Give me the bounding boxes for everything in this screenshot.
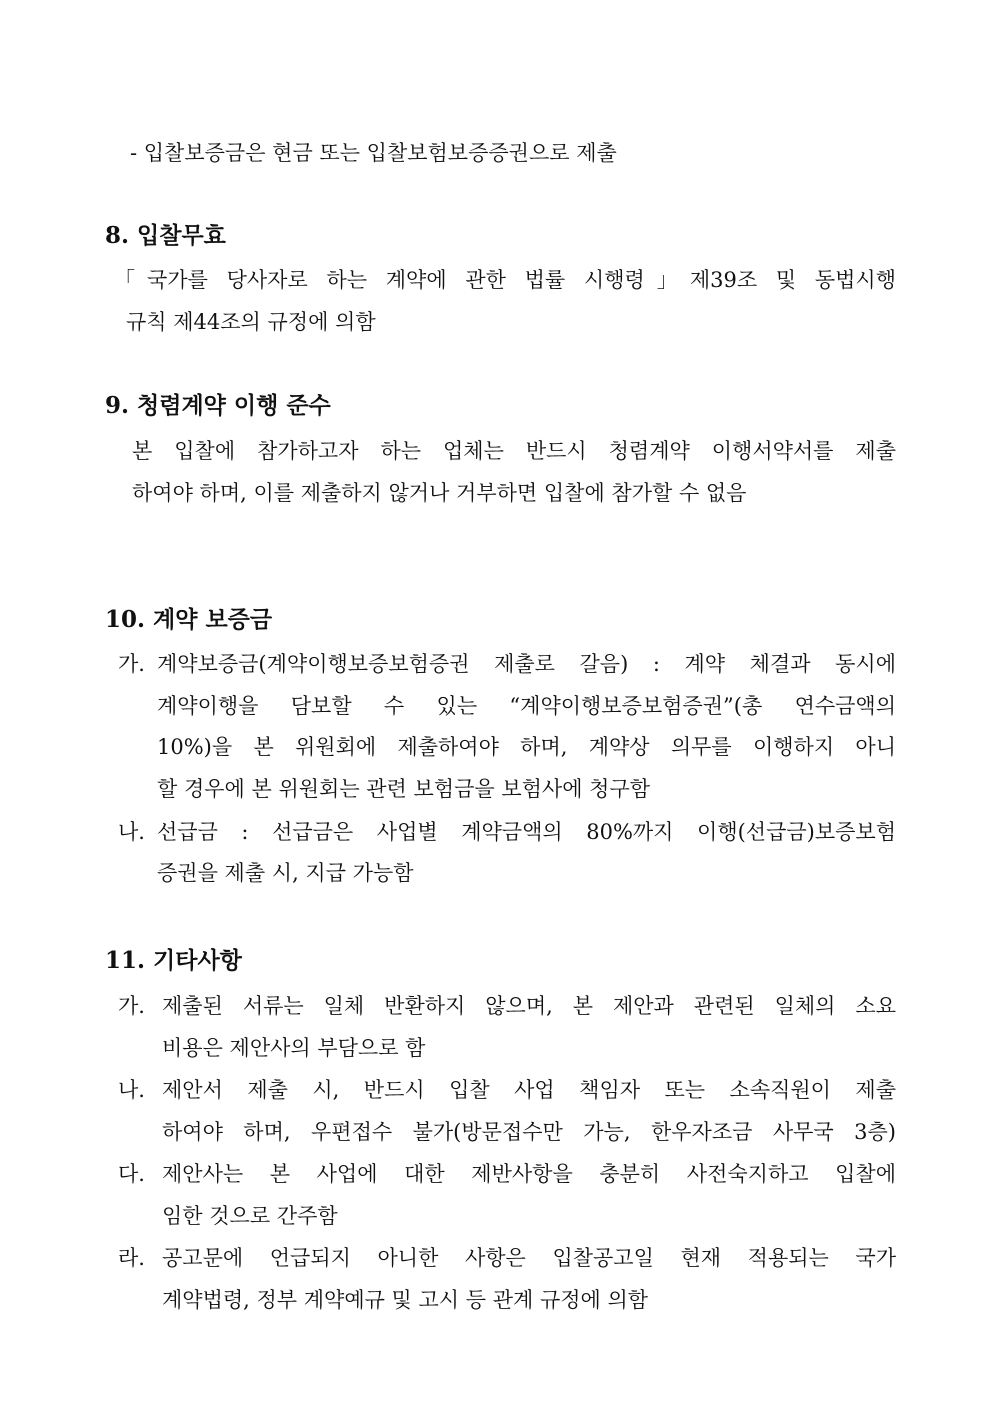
section-8-title: 8. 입찰무효	[105, 222, 226, 249]
section-9-line-1: 본 입찰에 참가하고자 하는 업체는 반드시 청렴계약 이행서약서를 제출	[132, 439, 896, 463]
section-11-item-marker: 나.	[118, 1078, 145, 1102]
section-10-item-line: 계약보증금(계약이행보증보험증권 제출로 갈음) : 계약 체결과 동시에	[157, 652, 896, 676]
section-11-item-line: 비용은 제안사의 부담으로 함	[162, 1036, 426, 1060]
section-9-title: 9. 청렴계약 이행 준수	[105, 392, 331, 419]
section-10-item-line: 계약이행을 담보할 수 있는 “계약이행보증보험증권”(총 연수금액의	[157, 694, 896, 718]
section-10-item-line: 증권을 제출 시, 지급 가능함	[157, 861, 414, 885]
section-9-line-2: 하여야 하며, 이를 제출하지 않거나 거부하면 입찰에 참가할 수 없음	[132, 481, 747, 505]
section-10-item-line: 할 경우에 본 위원회는 관련 보험금을 보험사에 청구함	[157, 777, 651, 801]
section-10-item-marker: 나.	[118, 820, 145, 844]
section-10-title: 10. 계약 보증금	[105, 606, 273, 633]
section-11-item-line: 제출된 서류는 일체 반환하지 않으며, 본 제안과 관련된 일체의 소요	[162, 994, 896, 1018]
section-11-item-line: 공고문에 언급되지 아니한 사항은 입찰공고일 현재 적용되는 국가	[162, 1246, 896, 1270]
section-11-item-marker: 라.	[118, 1246, 145, 1270]
section-11-title: 11. 기타사항	[105, 947, 242, 974]
section-11-item-marker: 가.	[118, 994, 145, 1018]
bid-deposit-note: - 입찰보증금은 현금 또는 입찰보험보증증권으로 제출	[130, 141, 617, 165]
section-8-line-2: 규칙 제44조의 규정에 의함	[126, 310, 376, 334]
section-11-item-line: 계약법령, 정부 계약예규 및 고시 등 관계 규정에 의함	[162, 1288, 649, 1312]
section-11-item-line: 제안사는 본 사업에 대한 제반사항을 충분히 사전숙지하고 입찰에	[162, 1162, 896, 1186]
section-11-item-line: 하여야 하며, 우편접수 불가(방문접수만 가능, 한우자조금 사무국 3층)	[162, 1120, 896, 1144]
section-10-item-marker: 가.	[118, 652, 145, 676]
section-11-item-marker: 다.	[118, 1162, 145, 1186]
section-10-item-line: 선급금 : 선급금은 사업별 계약금액의 80%까지 이행(선급금)보증보험	[157, 820, 896, 844]
section-10-item-line: 10%)을 본 위원회에 제출하여야 하며, 계약상 의무를 이행하지 아니	[157, 735, 896, 759]
section-8-line-1: 「국가를 당사자로 하는 계약에 관한 법률 시행령」제39조 및 동법시행	[114, 268, 896, 292]
section-11-item-line: 임한 것으로 간주함	[162, 1204, 338, 1228]
section-11-item-line: 제안서 제출 시, 반드시 입찰 사업 책임자 또는 소속직원이 제출	[162, 1078, 896, 1102]
